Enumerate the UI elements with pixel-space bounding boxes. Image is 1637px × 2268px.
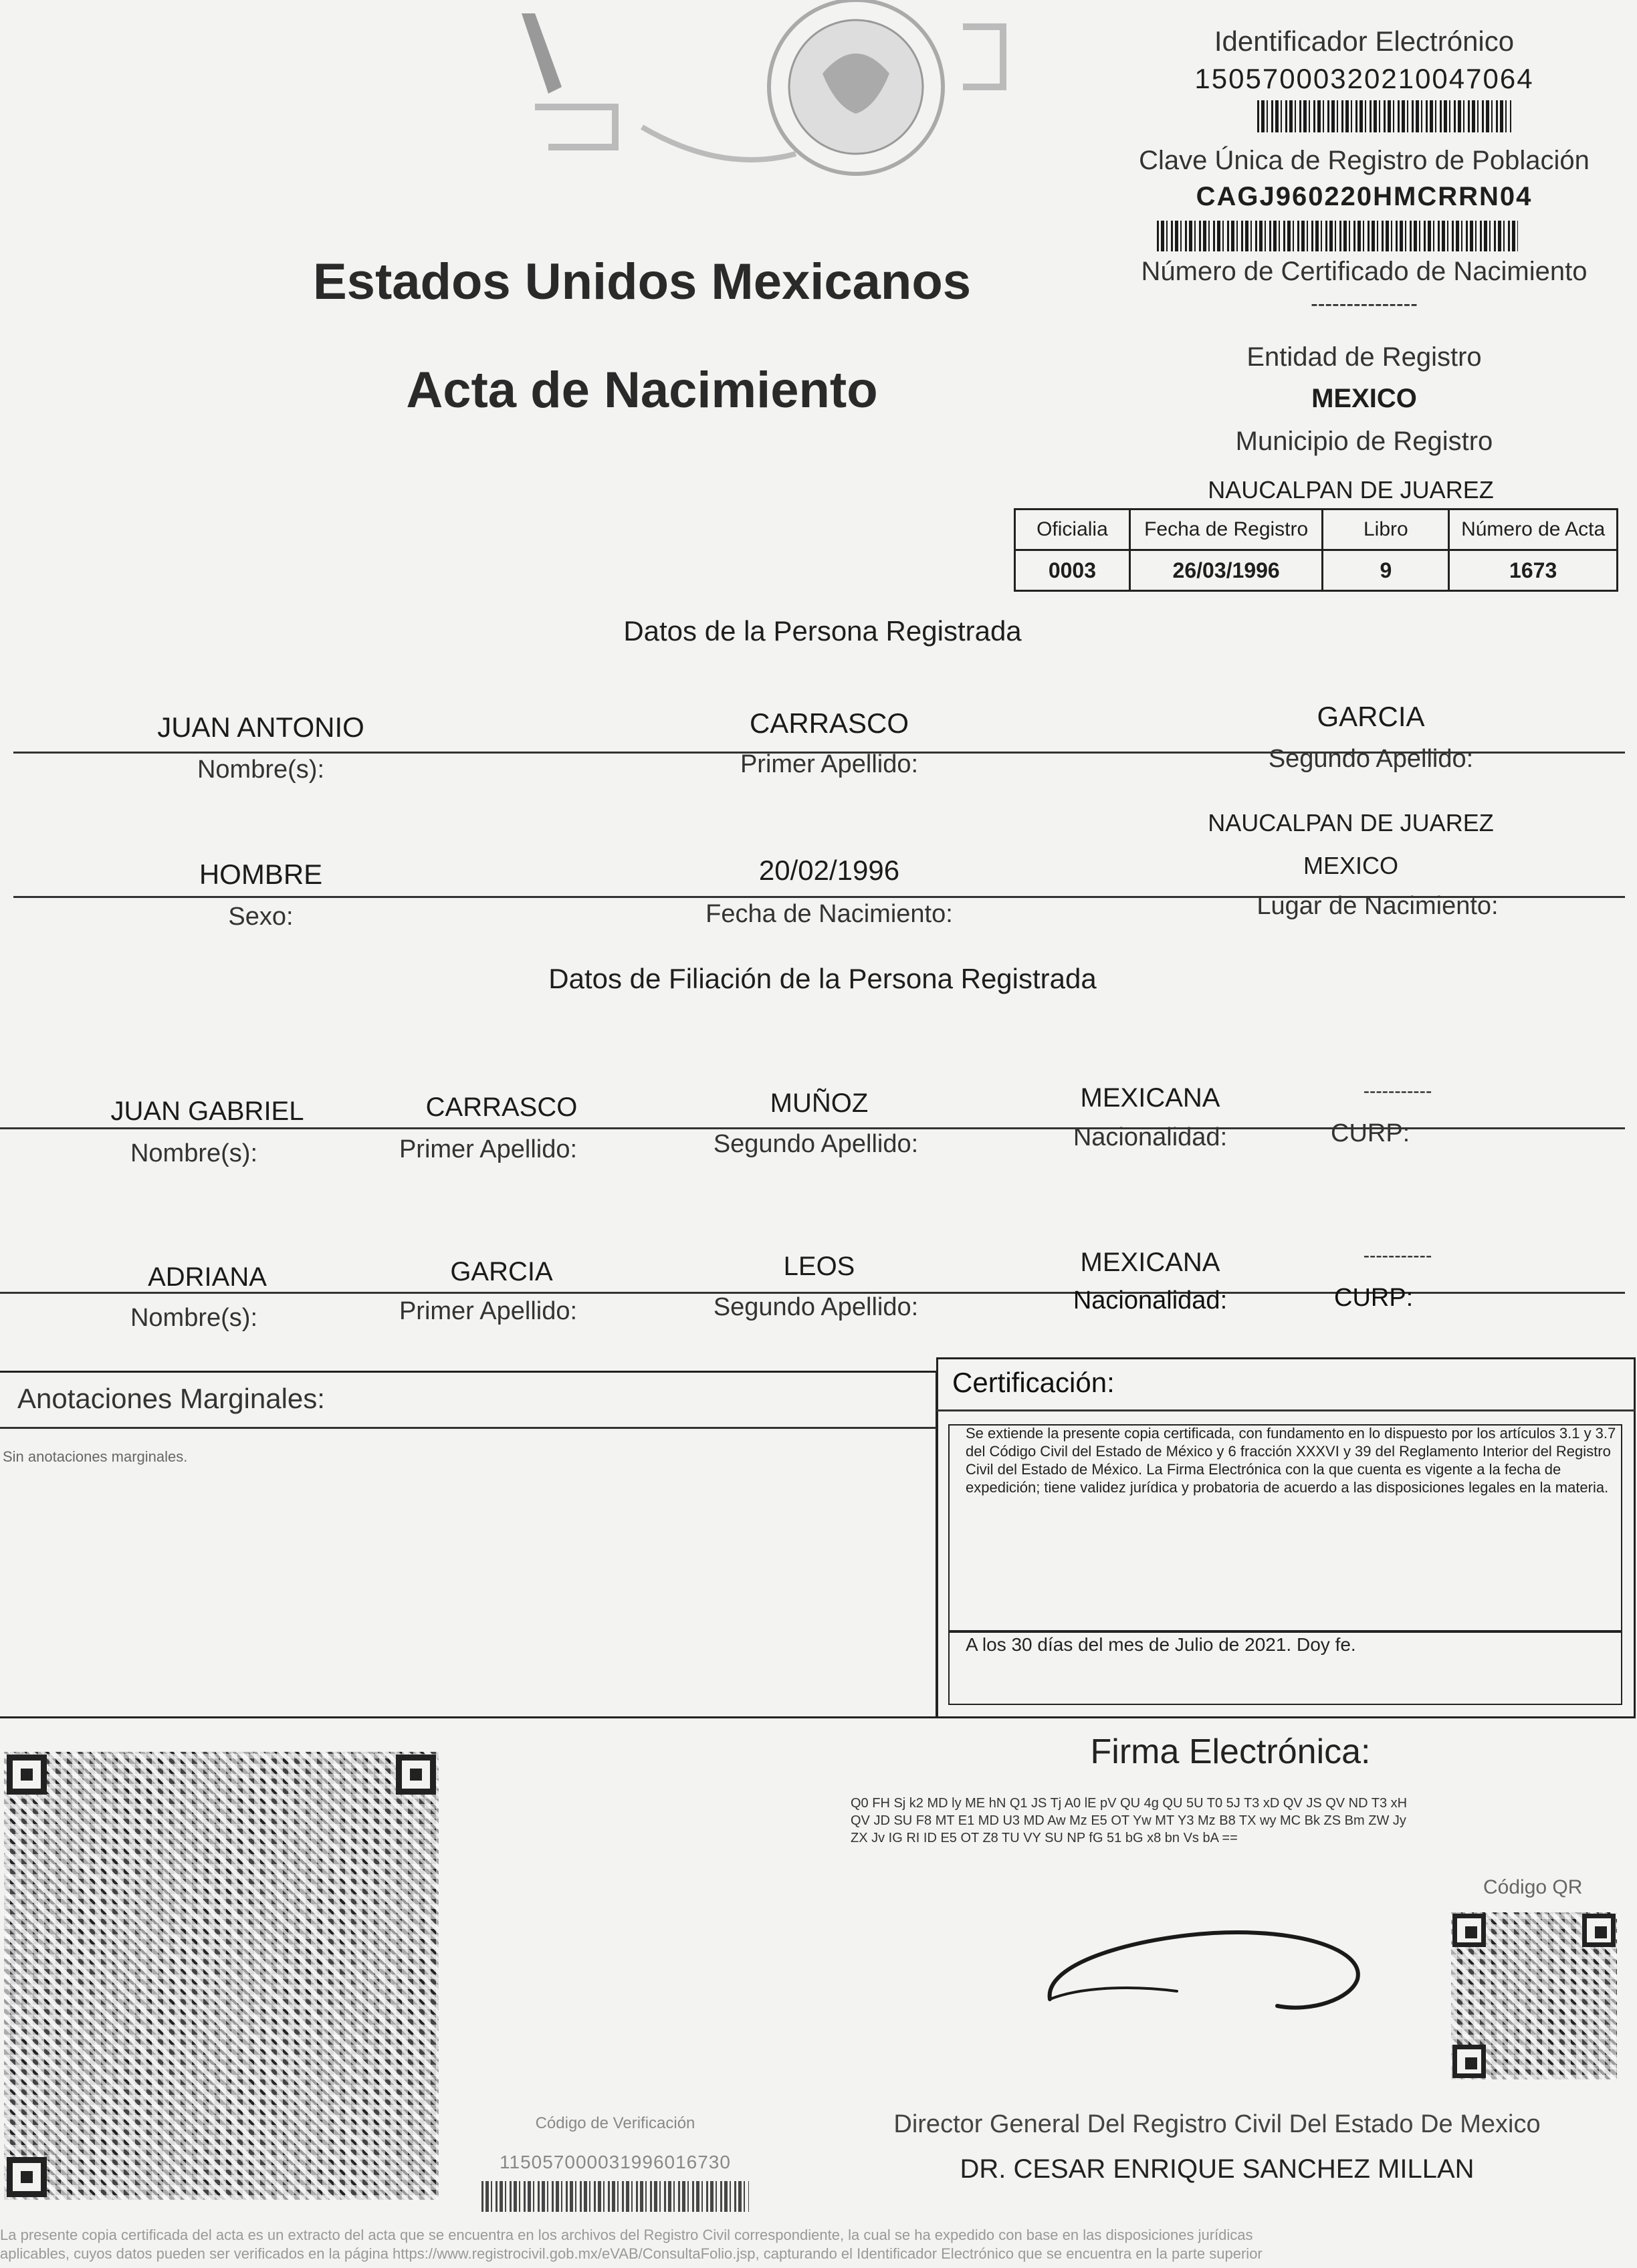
- person-surname2-label: Segundo Apellido:: [1268, 745, 1474, 773]
- table-value-fecha-registro: 26/03/1996: [1129, 550, 1323, 591]
- table-header-libro: Libro: [1323, 509, 1449, 550]
- parent1-name: JUAN GABRIEL: [110, 1097, 304, 1126]
- birth-certificate-number-value: ---------------: [1311, 292, 1418, 316]
- verification-code-value: 115057000031996016730: [500, 2152, 731, 2172]
- electronic-id-barcode: [1257, 100, 1511, 132]
- birth-place-line1: NAUCALPAN DE JUAREZ: [1208, 809, 1494, 836]
- parent1-surname1-label: Primer Apellido:: [399, 1135, 578, 1163]
- parent2-name: ADRIANA: [148, 1262, 267, 1292]
- document-title: Acta de Nacimiento: [406, 362, 878, 419]
- curp-barcode: [1157, 221, 1518, 251]
- parent2-curp-label: CURP:: [1334, 1284, 1414, 1312]
- coat-of-arms-seal: [508, 0, 1030, 201]
- qr-code-label: Código QR: [1483, 1876, 1583, 1898]
- curp-label: Clave Única de Registro de Población: [1139, 146, 1590, 175]
- person-surname1: CARRASCO: [749, 707, 909, 739]
- person-section-title: Datos de la Persona Registrada: [623, 615, 1022, 647]
- person-sex: HOMBRE: [199, 859, 323, 890]
- person-name-label: Nombre(s):: [197, 756, 325, 784]
- parent2-surname1-label: Primer Apellido:: [399, 1297, 578, 1325]
- parent1-nationality-label: Nacionalidad:: [1073, 1123, 1228, 1151]
- parent1-curp-label: CURP:: [1331, 1119, 1410, 1147]
- parent2-surname2: LEOS: [783, 1252, 855, 1281]
- table-value-libro: 9: [1323, 550, 1449, 591]
- registry-entity-label: Entidad de Registro: [1246, 342, 1482, 372]
- person-birth-place-label: Lugar de Nacimiento:: [1257, 892, 1499, 920]
- table-value-numero-acta: 1673: [1449, 550, 1618, 591]
- birth-place-line2: MEXICO: [1303, 852, 1398, 879]
- parent1-surname2: MUÑOZ: [770, 1089, 869, 1118]
- person-name: JUAN ANTONIO: [157, 711, 364, 743]
- person-sex-label: Sexo:: [228, 903, 294, 931]
- registry-table: [1014, 508, 1618, 592]
- director-name: DR. CESAR ENRIQUE SANCHEZ MILLAN: [960, 2154, 1475, 2184]
- signature-hash-line3: ZX Jv IG RI ID E5 OT Z8 TU VY SU NP fG 51 bG x8 bn Vs bA ==: [851, 1831, 1238, 1845]
- parent1-surname2-label: Segundo Apellido:: [713, 1130, 919, 1158]
- table-header-oficialia: Oficialia: [1015, 509, 1130, 550]
- parent1-curp: -----------: [1363, 1081, 1432, 1101]
- director-title: Director General Del Registro Civil Del Estado De Mexico: [893, 2110, 1541, 2138]
- footer-legal-line2: aplicables, cuyos datos pueden ser verificados en la página https://www.registrocivil.gob.mx/eVAB/ConsultaFolio.jsp, capturando el Identificador Electrónico que se encuentra en la parte superior: [0, 2245, 1263, 2262]
- country-title: Estados Unidos Mexicanos: [312, 253, 972, 310]
- signature-hash-line1: Q0 FH Sj k2 MD ly ME hN Q1 JS Tj A0 lE pV QU 4g QU 5U T0 5J T3 xD QV JS QV ND T3 xH: [851, 1796, 1408, 1811]
- parent2-name-label: Nombre(s):: [130, 1304, 258, 1332]
- registry-municipality-value: NAUCALPAN DE JUAREZ: [1208, 476, 1494, 503]
- signature-hash-line2: QV JD SU F8 MT E1 MD U3 MD Aw Mz E5 OT Yw MT Y3 Mz B8 TX wy MC Bk ZS Bm ZW Jy: [851, 1813, 1406, 1828]
- registry-municipality-label: Municipio de Registro: [1235, 427, 1493, 456]
- footer-legal-line1: La presente copia certificada del acta es un extracto del acta que se encuentra en los archivos del Registro Civil correspondiente, la cual se ha expedido con base en las disposiciones jurídicas: [0, 2227, 1253, 2243]
- director-signature: [1023, 1912, 1384, 2026]
- verification-barcode: [481, 2181, 749, 2212]
- parent2-nationality: MEXICANA: [1080, 1248, 1220, 1277]
- parent1-nationality: MEXICANA: [1080, 1083, 1220, 1113]
- parent2-surname1: GARCIA: [450, 1257, 553, 1286]
- birth-certificate-number-label: Número de Certificado de Nacimiento: [1141, 257, 1588, 286]
- annotations-box: [0, 1371, 938, 1718]
- person-surname2: GARCIA: [1317, 701, 1425, 732]
- parent2-curp: -----------: [1363, 1245, 1432, 1266]
- electronic-id-label: Identificador Electrónico: [1214, 25, 1515, 57]
- electronic-id-value: 15057000320210047064: [1194, 63, 1534, 94]
- certification-title-underline: [936, 1409, 1636, 1411]
- signature-qr-code: [1451, 1912, 1617, 2079]
- person-surname1-label: Primer Apellido:: [740, 750, 919, 778]
- table-value-oficialia: 0003: [1015, 550, 1130, 591]
- certification-title: Certificación:: [952, 1367, 1115, 1398]
- electronic-signature-title: Firma Electrónica:: [1090, 1732, 1371, 1771]
- registry-entity-value: MEXICO: [1311, 384, 1417, 413]
- person-birth-date: 20/02/1996: [758, 855, 900, 886]
- parent2-nationality-label: Nacionalidad:: [1073, 1286, 1228, 1315]
- certification-date-line: A los 30 días del mes de Julio de 2021. Doy fe.: [966, 1634, 1356, 1655]
- person-birth-date-label: Fecha de Nacimiento:: [705, 900, 953, 928]
- parent1-surname1: CARRASCO: [425, 1093, 578, 1122]
- certification-body: Se extiende la presente copia certificada, con fundamento en lo dispuesto por los artículos 3.1 y 3.7 del Código Civil del Estado de México y 6 fracción XXXVI y 39 del Reglamento Interior del Registro Civil del Estado de México. La Firma Electrónica con la que cuenta es vigente a la fecha de expedición; tiene validez jurídica y probatoria de acuerdo a las disposiciones legales en la materia.: [966, 1425, 1616, 1496]
- curp-value: CAGJ960220HMCRRN04: [1196, 182, 1533, 211]
- annotations-title-underline: [0, 1427, 938, 1429]
- parent1-name-label: Nombre(s):: [130, 1139, 258, 1167]
- filiation-section-title: Datos de Filiación de la Persona Registrada: [548, 963, 1097, 994]
- annotations-text: Sin anotaciones marginales.: [3, 1448, 188, 1465]
- annotations-title: Anotaciones Marginales:: [17, 1383, 325, 1414]
- verification-qr-code: [4, 1752, 439, 2200]
- parent2-surname2-label: Segundo Apellido:: [713, 1293, 919, 1321]
- table-header-fecha-registro: Fecha de Registro: [1129, 509, 1323, 550]
- verification-code-label: Código de Verificación: [535, 2114, 695, 2132]
- table-header-numero-acta: Número de Acta: [1449, 509, 1618, 550]
